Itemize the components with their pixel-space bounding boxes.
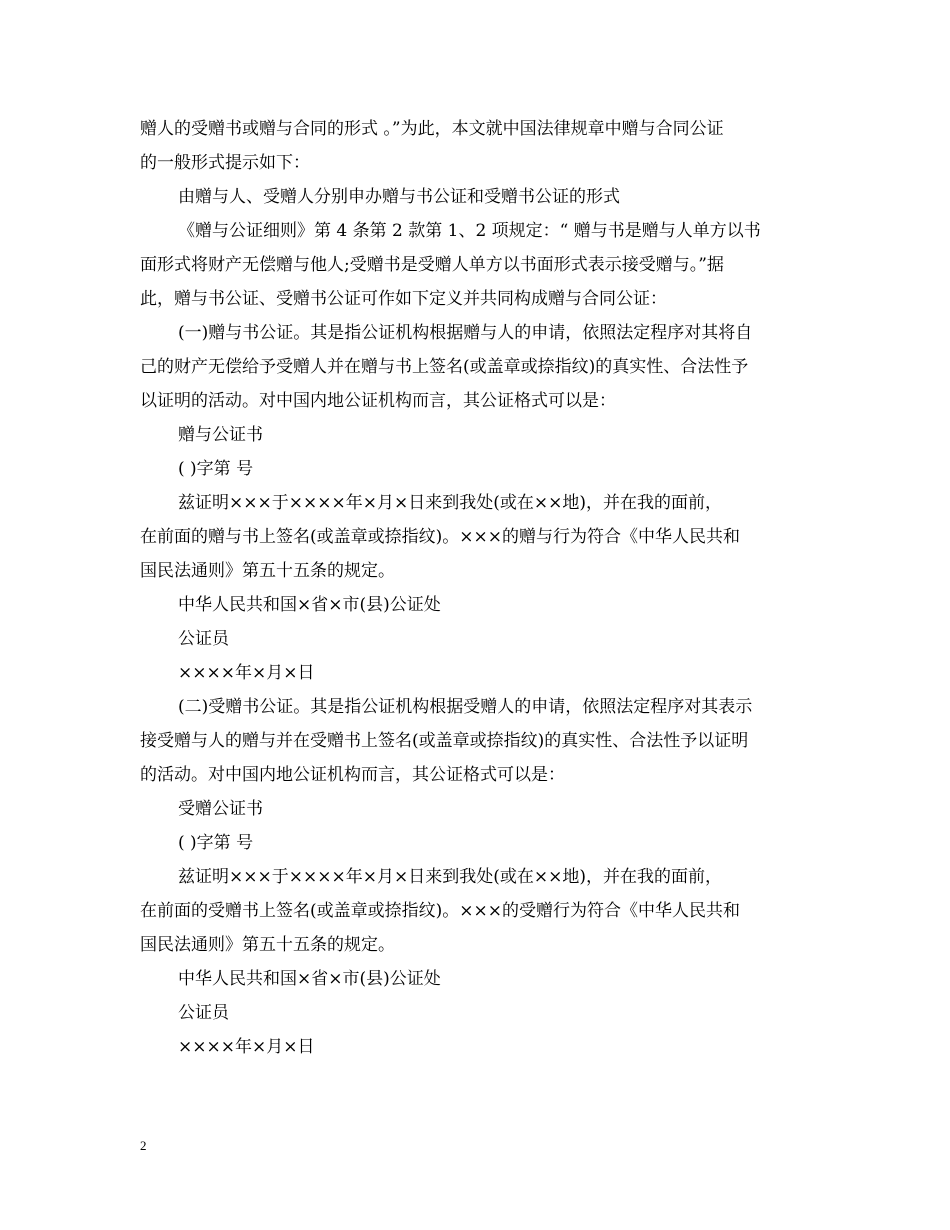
text-line: 的一般形式提示如下： [140,153,310,173]
text-line: 国民法通则》第五十五条的规定。 [140,935,395,955]
text-line: 兹证明×××于××××年×月×日来到我处(或在××地)，并在我的面前， [178,493,722,513]
certificate-date: ××××年×月×日 [178,663,315,683]
notary-office: 中华人民共和国×省×市(县)公证处 [178,595,441,615]
page-number: 2 [140,1138,147,1153]
text-line: (二)受赠书公证。其是指公证机构根据受赠人的申请，依照法定程序对其表示 [178,697,753,717]
text-line: 的活动。对中国内地公证机构而言，其公证格式可以是： [140,765,565,785]
text-line: 接受赠与人的赠与并在受赠书上签名(或盖章或捺指纹)的真实性、合法性予以证明 [140,731,749,751]
notary-signature: 公证员 [178,629,229,649]
document-body [140,112,810,1064]
text-line: 国民法通则》第五十五条的规定。 [140,561,395,581]
text-line: 此，赠与书公证、受赠书公证可作如下定义并共同构成赠与合同公证： [140,289,667,309]
certificate-number: ( )字第 号 [178,459,254,479]
text-line: 在前面的赠与书上签名(或盖章或捺指纹)。×××的赠与行为符合《中华人民共和 [140,527,740,547]
notary-office: 中华人民共和国×省×市(县)公证处 [178,969,441,989]
certificate-number: ( )字第 号 [178,833,254,853]
text-line: 赠人的受赠书或赠与合同的形式 。”为此，本文就中国法律规章中赠与合同公证 [140,119,724,139]
certificate-title: 赠与公证书 [178,425,263,445]
text-line: (一)赠与书公证。其是指公证机构根据赠与人的申请，依照法定程序对其将自 [178,323,753,343]
notary-signature: 公证员 [178,1003,229,1023]
text-line: 兹证明×××于××××年×月×日来到我处(或在××地)，并在我的面前， [178,867,722,887]
certificate-date: ××××年×月×日 [178,1037,315,1057]
certificate-title: 受赠公证书 [178,799,263,819]
text-line: 《赠与公证细则》第 4 条第 2 款第 1、2 项规定：“ 赠与书是赠与人单方以书 [178,221,761,241]
section-heading: 由赠与人、受赠人分别申办赠与书公证和受赠书公证的形式 [178,187,620,207]
text-line: 在前面的受赠书上签名(或盖章或捺指纹)。×××的受赠行为符合《中华人民共和 [140,901,740,921]
text-line: 己的财产无偿给予受赠人并在赠与书上签名(或盖章或捺指纹)的真实性、合法性予 [140,357,749,377]
text-line: 以证明的活动。对中国内地公证机构而言，其公证格式可以是： [140,391,616,411]
text-line: 面形式将财产无偿赠与他人;受赠书是受赠人单方以书面形式表示接受赠与。”据 [140,255,724,275]
